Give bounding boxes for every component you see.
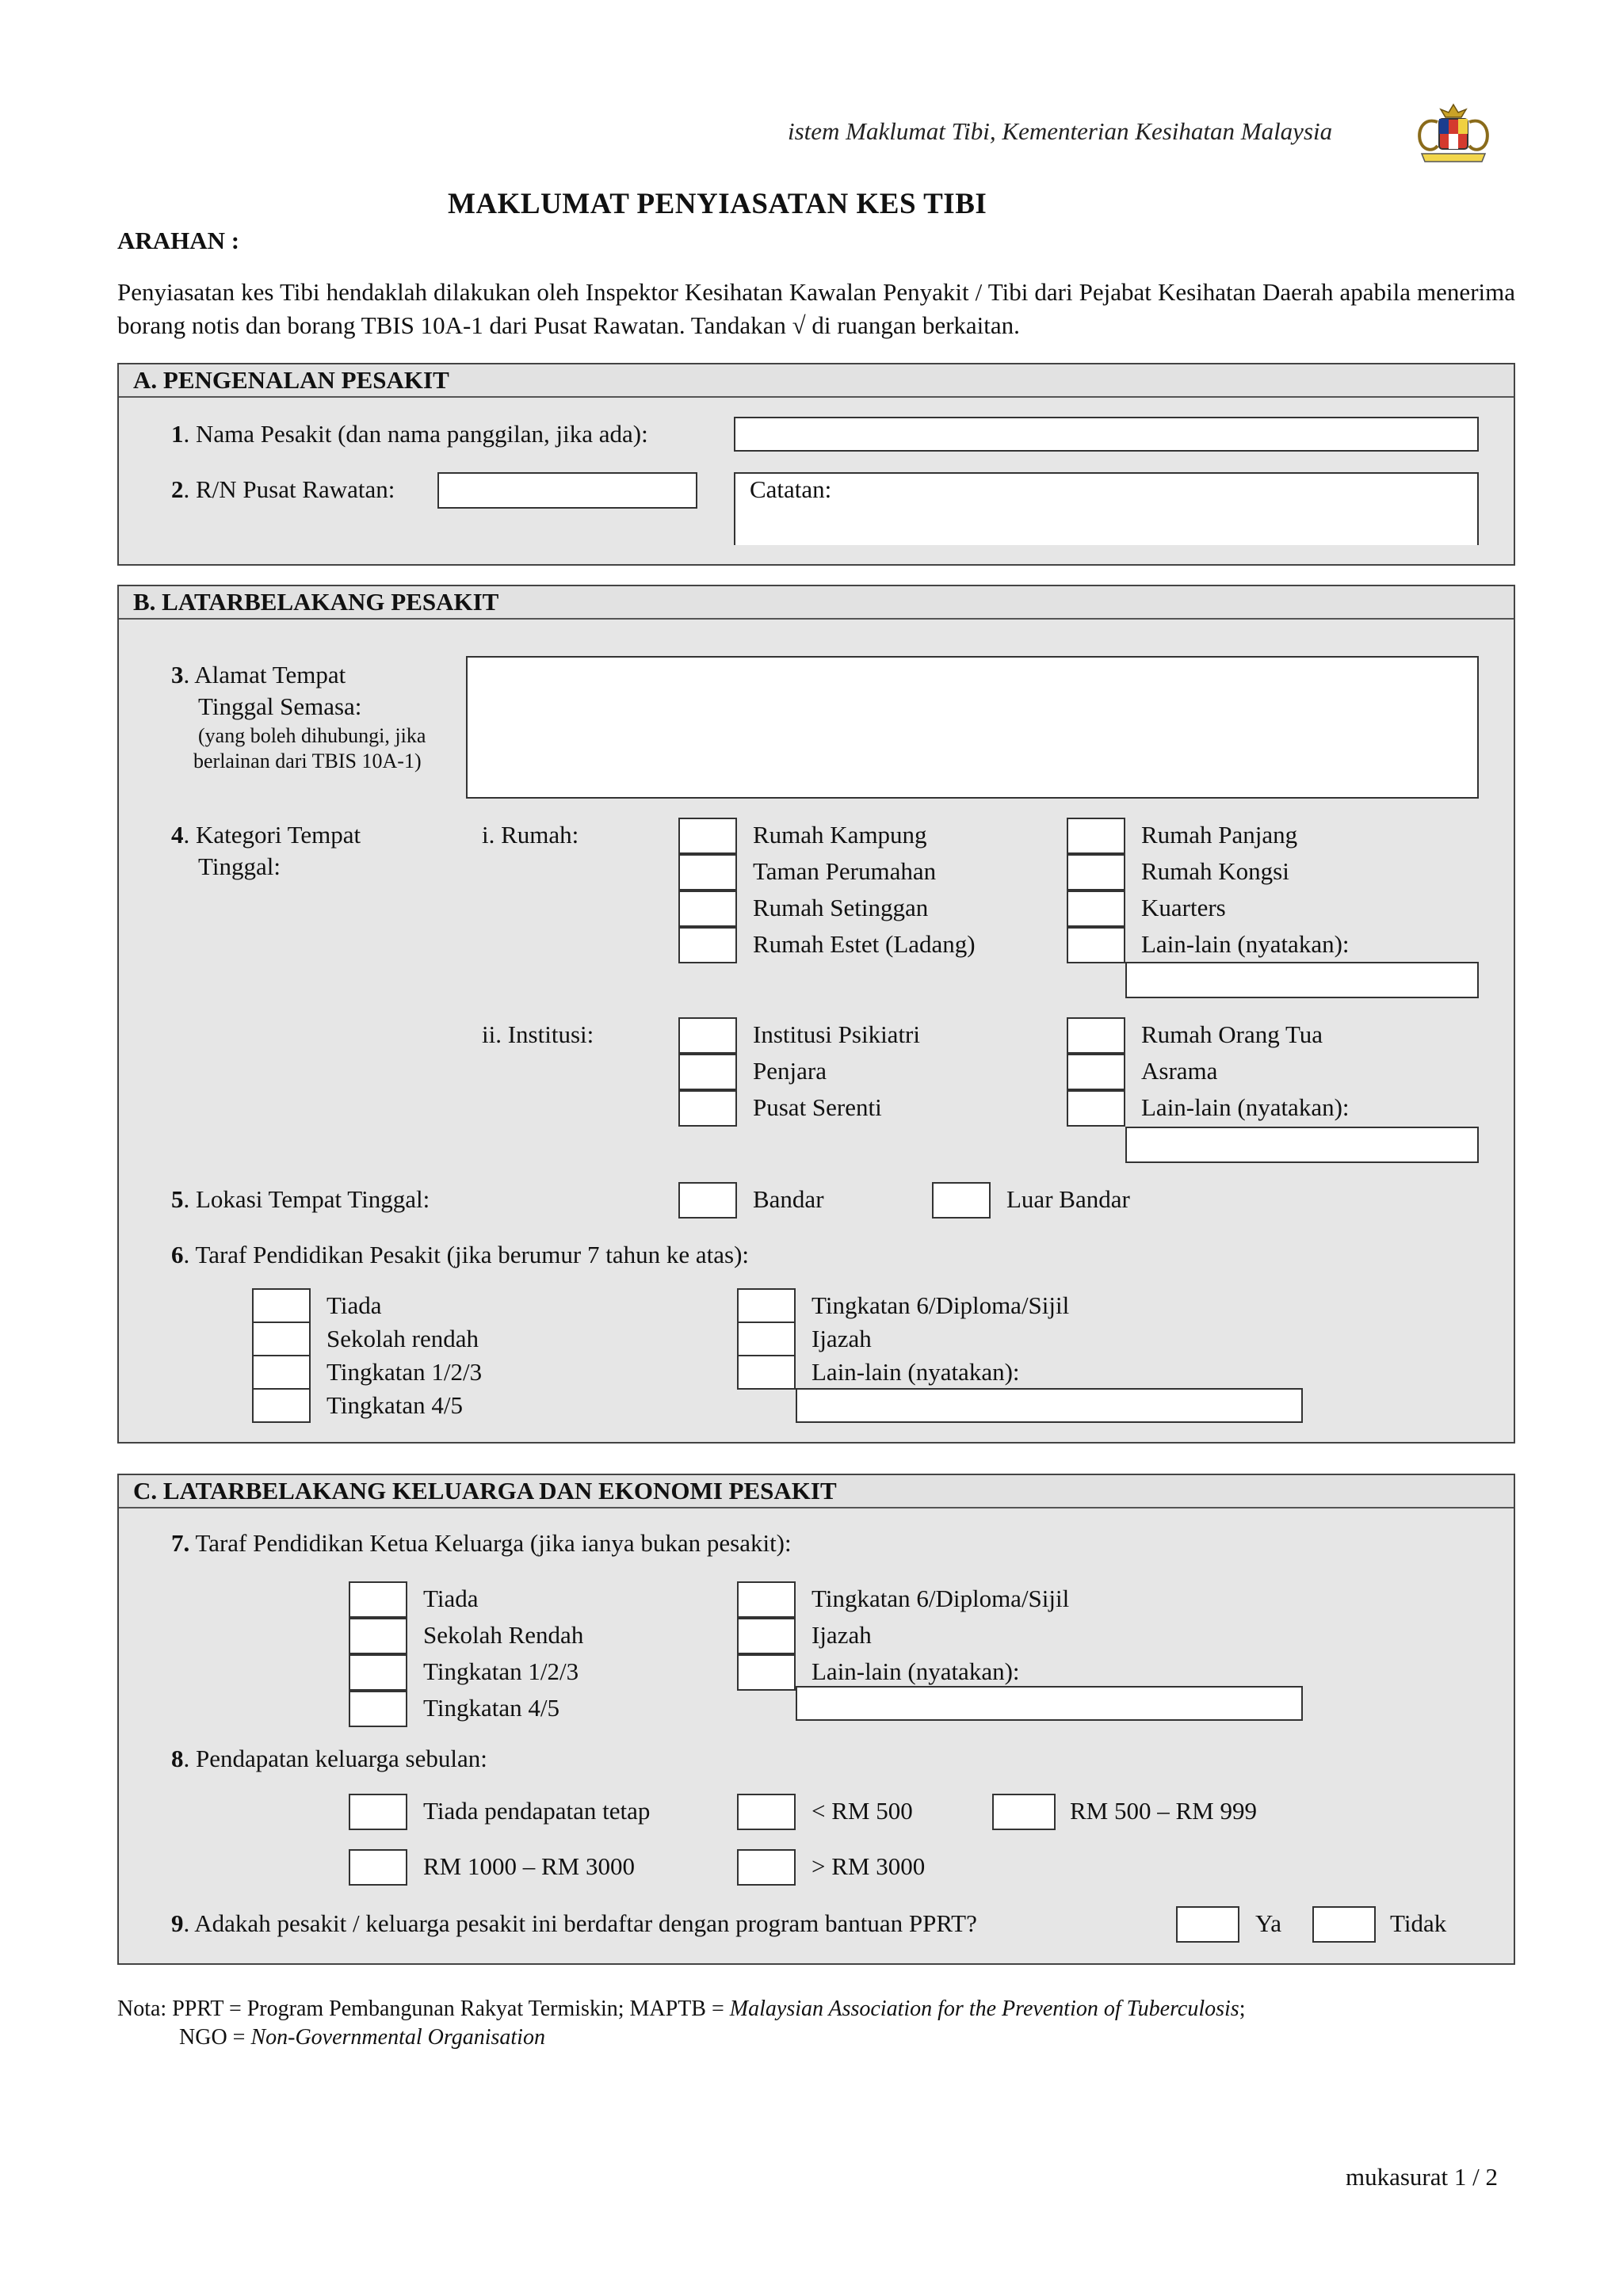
checkbox-rumah-panjang[interactable] — [1067, 818, 1125, 854]
q5-label: 5. Lokasi Tempat Tinggal: — [171, 1185, 430, 1213]
checkbox-q6-tiada[interactable] — [252, 1288, 311, 1323]
rumah-label: i. Rumah: — [482, 821, 579, 849]
checkbox-rm1000-3000[interactable] — [349, 1849, 407, 1886]
option-label: > RM 3000 — [812, 1852, 926, 1880]
checkbox-asrama[interactable] — [1067, 1054, 1125, 1090]
checkbox-rm500-999[interactable] — [992, 1794, 1056, 1830]
option-label: Penjara — [753, 1057, 827, 1085]
option-label: Tiada — [423, 1585, 479, 1612]
checkbox-tidak[interactable] — [1312, 1906, 1376, 1943]
option-label: Rumah Estet (Ladang) — [753, 930, 976, 958]
checkbox-ya[interactable] — [1176, 1906, 1239, 1943]
notes-label: Catatan: — [750, 475, 832, 503]
option-label: Lain-lain (nyatakan): — [812, 1657, 1020, 1685]
address-field[interactable] — [466, 656, 1479, 799]
checkbox-luar-bandar[interactable] — [932, 1182, 991, 1219]
option-label: Rumah Kampung — [753, 821, 927, 849]
option-label: Taman Perumahan — [753, 857, 937, 885]
checkbox-q7-tingkatan-123[interactable] — [349, 1654, 407, 1691]
q1-label: 1. Nama Pesakit (dan nama panggilan, jika ada): — [171, 420, 648, 448]
option-label: Tingkatan 1/2/3 — [327, 1358, 483, 1386]
option-label: Institusi Psikiatri — [753, 1020, 920, 1048]
option-label: Asrama — [1141, 1057, 1218, 1085]
q4-label-line2: Tinggal: — [198, 852, 281, 880]
checkbox-rumah-kongsi[interactable] — [1067, 854, 1125, 891]
checkbox-q7-sekolah-rendah[interactable] — [349, 1618, 407, 1654]
checkbox-bandar[interactable] — [678, 1182, 737, 1219]
checkbox-institusi-psikiatri[interactable] — [678, 1017, 737, 1054]
patient-name-field[interactable] — [734, 417, 1479, 452]
checkbox-rumah-orang-tua[interactable] — [1067, 1017, 1125, 1054]
section-b-heading: B. LATARBELAKANG PESAKIT — [133, 588, 499, 616]
q6-other-field[interactable] — [796, 1388, 1303, 1423]
option-label: Rumah Kongsi — [1141, 857, 1289, 885]
checkbox-q7-tiada[interactable] — [349, 1581, 407, 1618]
option-label: Tiada — [327, 1291, 382, 1319]
q3-label-line2: Tinggal Semasa: — [198, 692, 362, 720]
checkbox-q7-lain-lain[interactable] — [737, 1654, 796, 1691]
notes-field[interactable] — [734, 472, 1479, 545]
option-label: Tiada pendapatan tetap — [423, 1797, 651, 1825]
option-label: Sekolah Rendah — [423, 1621, 584, 1649]
rn-field[interactable] — [437, 472, 697, 509]
option-label: Tingkatan 4/5 — [327, 1391, 463, 1419]
page-title: MAKLUMAT PENYIASATAN KES TIBI — [448, 188, 987, 220]
checkbox-q6-tingkatan-45[interactable] — [252, 1388, 311, 1423]
instructions-label: ARAHAN : — [117, 227, 240, 254]
option-label: Luar Bandar — [1006, 1185, 1130, 1213]
q7-other-field[interactable] — [796, 1686, 1303, 1721]
option-label: Pusat Serenti — [753, 1093, 882, 1121]
checkbox-penjara[interactable] — [678, 1054, 737, 1090]
checkbox-rumah-setinggan[interactable] — [678, 891, 737, 927]
instructions-text: Penyiasatan kes Tibi hendaklah dilakukan oleh Inspektor Kesihatan Kawalan Penyakit / Tibi dari Pejabat Kesihatan Daerah apabila menerima borang notis dan borang TBIS 10A-1 dari Pusat Rawatan. Tandakan √ di ruangan berkaitan. — [117, 278, 1515, 339]
malaysia-coat-of-arms-icon — [1411, 101, 1496, 168]
option-label: Kuarters — [1141, 894, 1226, 921]
option-label: Tingkatan 1/2/3 — [423, 1657, 579, 1685]
footnote: Nota: PPRT = Program Pembangunan Rakyat Termiskin; MAPTB = Malaysian Association for the Prevention of Tuberculosis; — [117, 1997, 1246, 2021]
option-label: Lain-lain (nyatakan): — [1141, 1093, 1350, 1121]
checkbox-rumah-estet[interactable] — [678, 927, 737, 963]
system-name: istem Maklumat Tibi, Kementerian Kesihatan Malaysia — [788, 117, 1333, 145]
checkbox-q7-tingkatan-6[interactable] — [737, 1581, 796, 1618]
checkbox-q6-sekolah-rendah[interactable] — [252, 1322, 311, 1356]
section-c-heading: C. LATARBELAKANG KELUARGA DAN EKONOMI PESAKIT — [133, 1477, 837, 1505]
option-label: Rumah Setinggan — [753, 894, 929, 921]
q7-label: 7. Taraf Pendidikan Ketua Keluarga (jika ianya bukan pesakit): — [171, 1529, 792, 1557]
option-label: Tingkatan 6/Diploma/Sijil — [812, 1291, 1070, 1319]
option-label: Rumah Orang Tua — [1141, 1020, 1323, 1048]
checkbox-institusi-lain-lain[interactable] — [1067, 1090, 1125, 1127]
checkbox-q6-ijazah[interactable] — [737, 1322, 796, 1356]
option-label: Lain-lain (nyatakan): — [812, 1358, 1020, 1386]
checkbox-q6-tingkatan-6[interactable] — [737, 1288, 796, 1323]
q6-label: 6. Taraf Pendidikan Pesakit (jika berumur 7 tahun ke atas): — [171, 1241, 749, 1268]
q3-hint-line2: berlainan dari TBIS 10A-1) — [193, 749, 422, 772]
checkbox-rumah-lain-lain[interactable] — [1067, 927, 1125, 963]
institusi-other-field[interactable] — [1125, 1127, 1479, 1163]
checkbox-tiada-pendapatan[interactable] — [349, 1794, 407, 1830]
rumah-other-field[interactable] — [1125, 962, 1479, 998]
option-label: Bandar — [753, 1185, 824, 1213]
q8-label: 8. Pendapatan keluarga sebulan: — [171, 1745, 487, 1772]
checkbox-q6-lain-lain[interactable] — [737, 1355, 796, 1390]
footnote-ngo: NGO = Non-Governmental Organisation — [179, 2025, 545, 2050]
q2-label: 2. R/N Pusat Rawatan: — [171, 475, 395, 503]
q4-label: 4. Kategori Tempat — [171, 821, 361, 849]
option-label: < RM 500 — [812, 1797, 913, 1825]
checkbox-kuarters[interactable] — [1067, 891, 1125, 927]
checkbox-q7-tingkatan-45[interactable] — [349, 1691, 407, 1727]
q9-label: 9. Adakah pesakit / keluarga pesakit ini berdaftar dengan program bantuan PPRT? — [171, 1909, 977, 1937]
checkbox-pusat-serenti[interactable] — [678, 1090, 737, 1127]
checkbox-q6-tingkatan-123[interactable] — [252, 1355, 311, 1390]
checkbox-q7-ijazah[interactable] — [737, 1618, 796, 1654]
option-label: Tingkatan 4/5 — [423, 1694, 559, 1722]
checkbox-bawah-rm500[interactable] — [737, 1794, 796, 1830]
q3-hint: (yang boleh dihubungi, jika — [198, 724, 426, 747]
option-label: Rumah Panjang — [1141, 821, 1298, 849]
checkbox-rumah-kampung[interactable] — [678, 818, 737, 854]
option-label: RM 1000 – RM 3000 — [423, 1852, 635, 1880]
option-label: Sekolah rendah — [327, 1325, 479, 1352]
option-label: Lain-lain (nyatakan): — [1141, 930, 1350, 958]
q3-label: 3. Alamat Tempat — [171, 661, 346, 688]
option-label: Ya — [1255, 1909, 1282, 1937]
option-label: RM 500 – RM 999 — [1070, 1797, 1257, 1825]
option-label: Tingkatan 6/Diploma/Sijil — [812, 1585, 1070, 1612]
checkbox-atas-rm3000[interactable] — [737, 1849, 796, 1886]
checkbox-taman-perumahan[interactable] — [678, 854, 737, 891]
section-a-heading: A. PENGENALAN PESAKIT — [133, 366, 449, 394]
option-label: Ijazah — [812, 1325, 872, 1352]
option-label: Ijazah — [812, 1621, 872, 1649]
institusi-label: ii. Institusi: — [482, 1020, 594, 1048]
page-number: mukasurat 1 / 2 — [1346, 2163, 1498, 2191]
option-label: Tidak — [1390, 1909, 1447, 1937]
